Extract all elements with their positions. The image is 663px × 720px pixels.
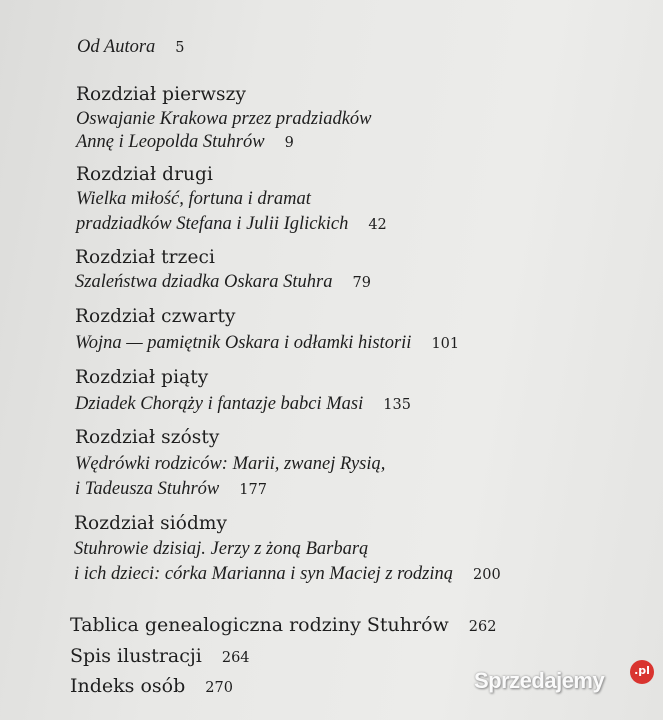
entry-title: Spis ilustracji [70, 645, 202, 667]
chapter-heading: Rozdział drugi [76, 164, 213, 185]
entry-title: Szaleństwa dziadka Oskara Stuhra [75, 272, 333, 292]
page-number: 264 [221, 650, 250, 666]
chapter-heading: Rozdział szósty [75, 427, 220, 448]
chapter-heading: Rozdział czwarty [75, 306, 236, 327]
page-number: 270 [205, 680, 233, 696]
chapter-title-line [76, 130, 294, 154]
toc-entry-index [70, 674, 233, 698]
chapter-title-line [75, 331, 459, 355]
page-number: 200 [473, 567, 501, 583]
page-number: 42 [368, 217, 387, 233]
entry-title: Dziadek Chorąży i fantazje babci Masi [75, 394, 364, 414]
entry-title: Indeks osób [70, 675, 186, 697]
chapter-title-line: Oswajanie Krakowa przez pradziadków [76, 109, 372, 129]
chapter-heading: Rozdział trzeci [75, 247, 215, 268]
toc-entry-foreword [77, 35, 185, 59]
chapter-title-line [76, 212, 387, 236]
entry-title: Wojna — pamiętnik Oskara i odłamki historii [75, 333, 412, 353]
chapter-heading: Rozdział siódmy [74, 513, 228, 534]
chapter-title-line: Wielka miłość, fortuna i dramat [76, 189, 311, 209]
watermark-logo: Sprzedajemy [474, 668, 605, 693]
watermark-badge: .pl [630, 660, 654, 684]
toc-entry-genealogy [70, 613, 496, 637]
entry-title: i Tadeusza Stuhrów [75, 479, 220, 499]
chapter-heading: Rozdział piąty [75, 367, 209, 388]
chapter-title-line: Stuhrowie dzisiaj. Jerzy z żoną Barbarą [74, 539, 369, 559]
entry-title: pradziadków Stefana i Julii Iglickich [76, 214, 349, 234]
chapter-title-line [75, 477, 267, 501]
chapter-heading: Rozdział pierwszy [76, 84, 247, 105]
page-number: 101 [431, 336, 460, 352]
entry-title: i ich dzieci: córka Marianna i syn Maciej z rodziną [74, 564, 454, 584]
chapter-title-line: Wędrówki rodziców: Marii, zwanej Rysią, [75, 454, 386, 474]
entry-title: Tablica genealogiczna rodziny Stuhrów [70, 614, 449, 636]
page-number: 5 [175, 40, 185, 56]
page-number: 177 [239, 482, 267, 498]
entry-title: Annę i Leopolda Stuhrów [76, 132, 265, 152]
entry-title: Od Autora [77, 37, 156, 57]
chapter-title-line [75, 392, 411, 416]
page-number: 262 [468, 619, 497, 635]
page-number: 79 [352, 275, 371, 291]
chapter-title-line [75, 270, 371, 294]
chapter-title-line [74, 562, 501, 586]
page-number: 135 [383, 397, 411, 413]
toc-entry-illustrations [70, 644, 250, 668]
page-number: 9 [284, 135, 294, 151]
